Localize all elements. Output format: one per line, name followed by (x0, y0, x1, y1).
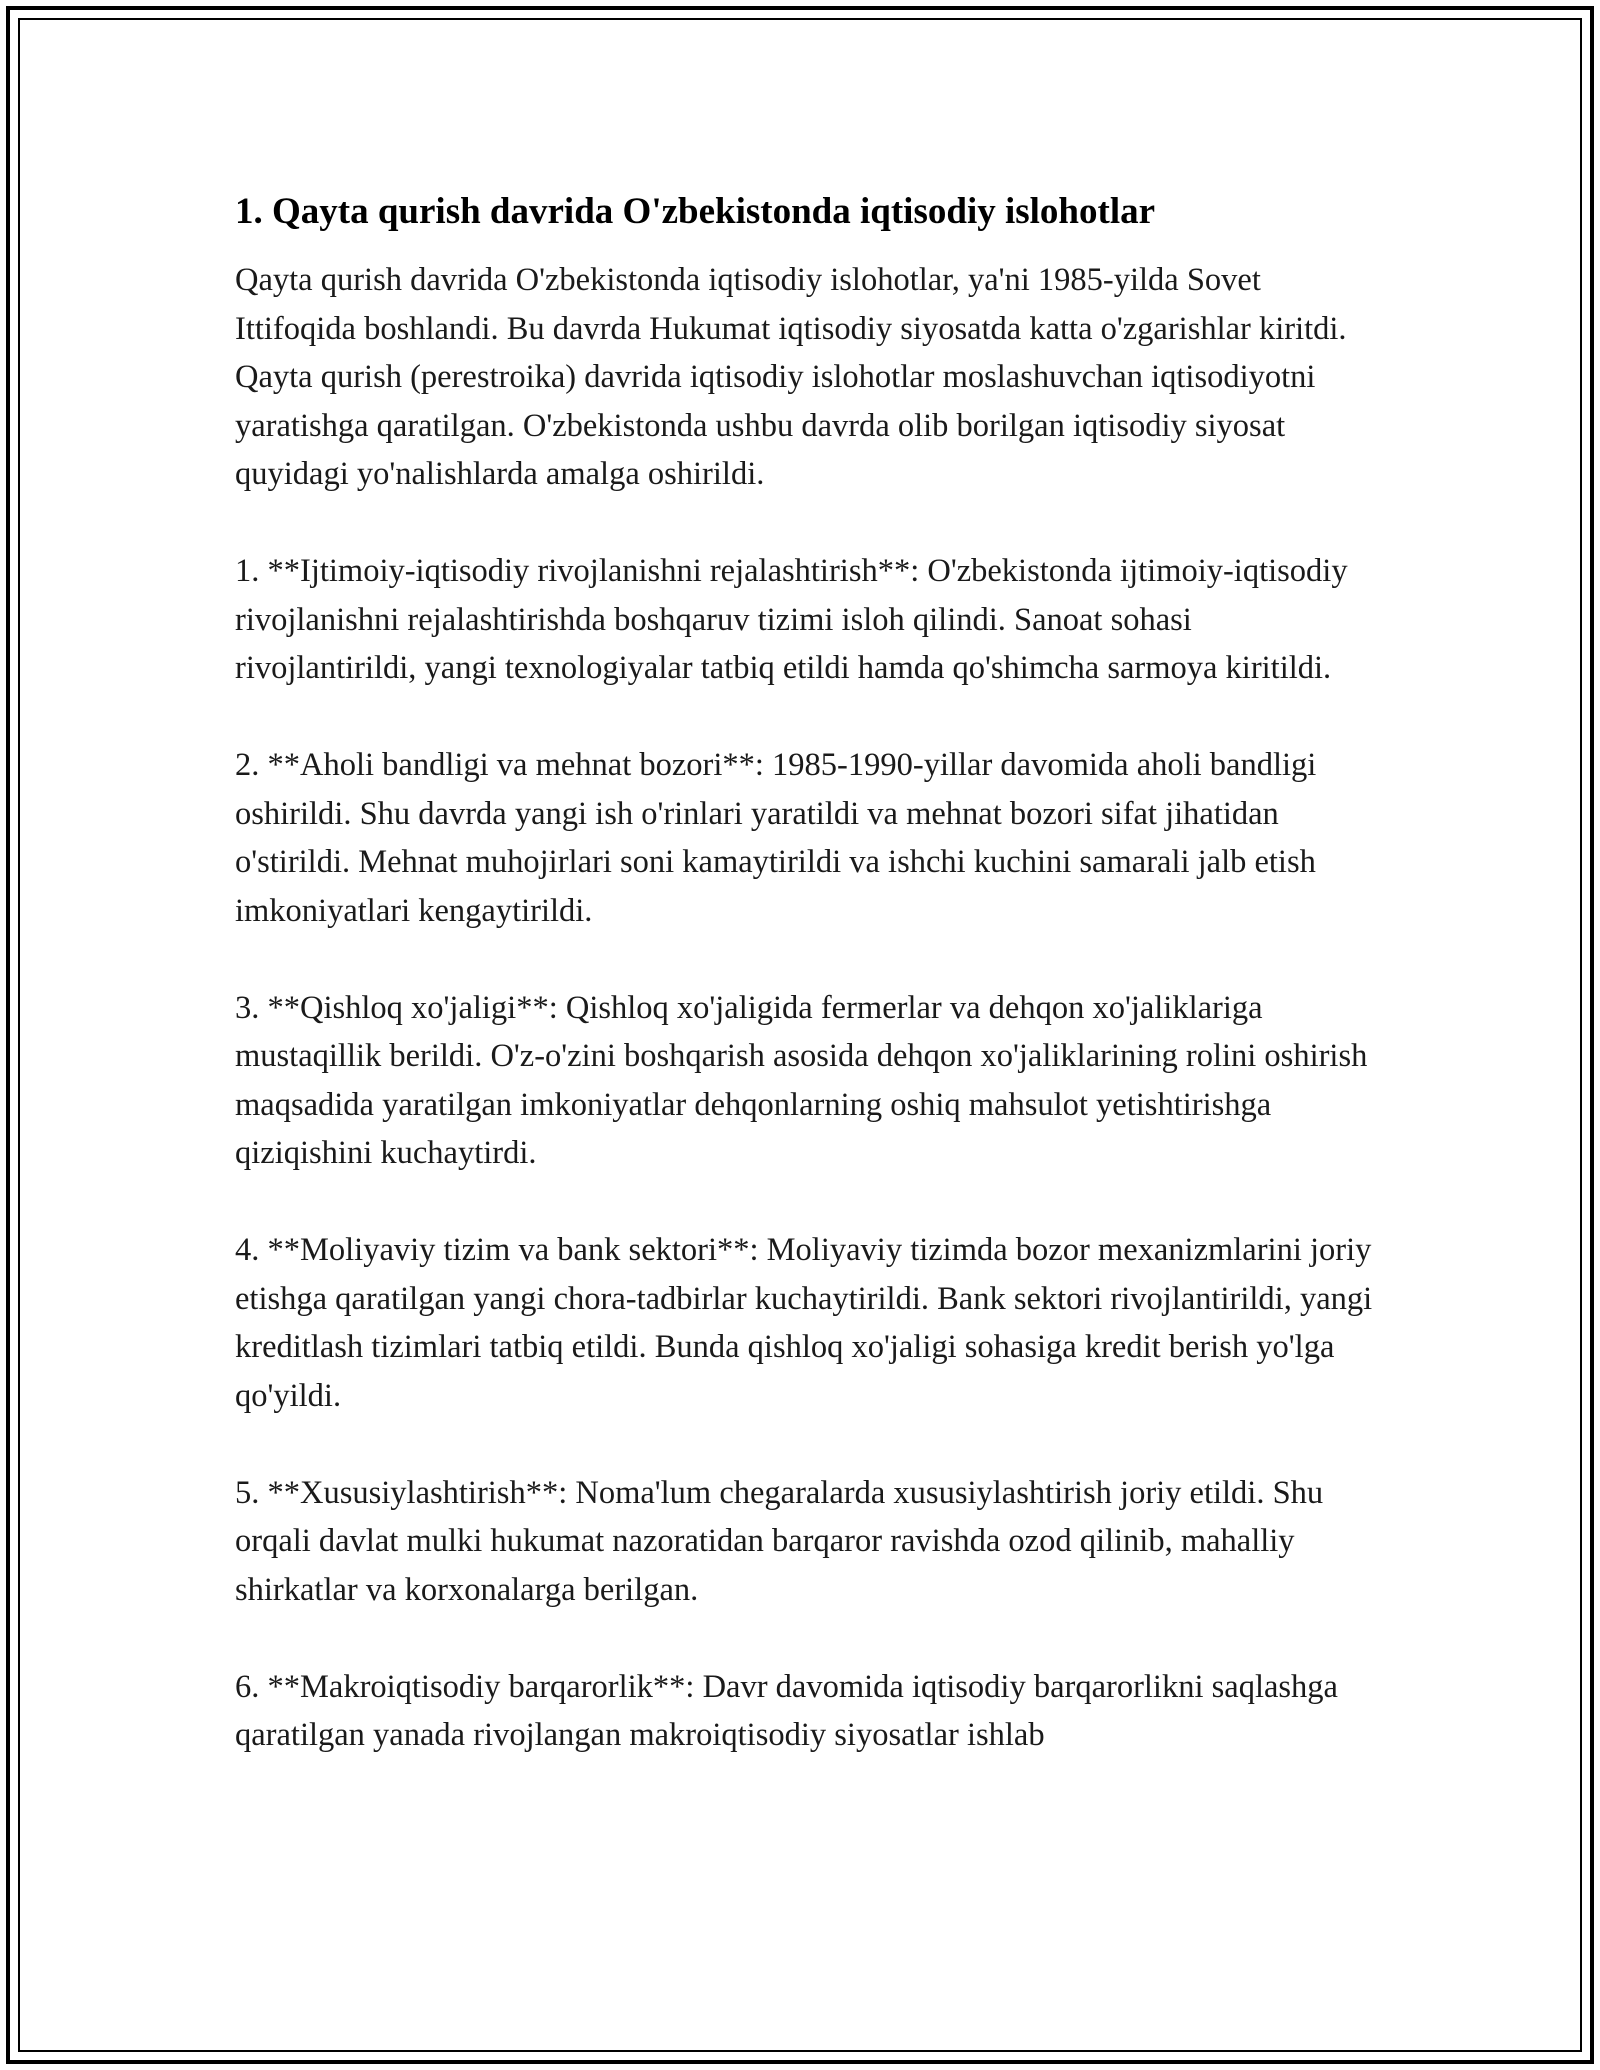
list-item-3-paragraph: 3. **Qishloq xo'jaligi**: Qishloq xo'jaligida fermerlar va dehqon xo'jaliklariga mustaqillik berildi. O'z-o'zini boshqarish asosida dehqon xo'jaliklarining rolini oshirish maqsadida yaratilgan imkoniyatlar dehqonlarning oshiq mahsulot yetishtirishga qiziqishini kuchaytirdi. (235, 989, 1368, 1171)
list-item-2-paragraph: 2. **Aholi bandligi va mehnat bozori**: 1985-1990-yillar davomida aholi bandligi oshirildi. Shu davrda yangi ish o'rinlari yaratildi va mehnat bozori sifat jihatidan o'stirildi. Mehnat muhojirlari soni kamaytirildi va ishchi kuchini samarali jalb etish imkoniyatlari kengaytirildi. (235, 747, 1317, 929)
intro-paragraph: Qayta qurish davrida O'zbekistonda iqtisodiy islohotlar, ya'ni 1985-yilda Sovet Ittifoqida boshlandi. Bu davrda Hukumat iqtisodiy siyosatda katta o'zgarishlar kiritdi. Qayta qurish (perestroika) davrida iqtisodiy islohotlar moslashuvchan iqtisodiyotni yaratishga qaratilgan. O'zbekistonda ushbu davrda olib borilgan iqtisodiy siyosat quyidagi yo'nalishlarda amalga oshirildi. (235, 262, 1347, 492)
document-body (235, 188, 1375, 1808)
document-title: 1. Qayta qurish davrida O'zbekistonda iqtisodiy islohotlar (235, 191, 1156, 232)
list-item-5-paragraph: 5. **Xususiylashtirish**: Noma'lum chegaralarda xususiylashtirish joriy etildi. Shu orqali davlat mulki hukumat nazoratidan barqaror ravishda ozod qilinib, mahalliy shirkatlar va korxonalarga berilgan. (235, 1474, 1324, 1608)
list-item-1-paragraph: 1. **Ijtimoiy-iqtisodiy rivojlanishni rejalashtirish**: O'zbekistonda ijtimoiy-iqtisodiy rivojlanishni rejalashtirishda boshqaruv tizimi isloh qilindi. Sanoat sohasi rivojlantirildi, yangi texnologiyalar tatbiq etildi hamda qo'shimcha sarmoya kiritildi. (235, 553, 1348, 686)
list-item-6-paragraph: 6. **Makroiqtisodiy barqarorlik**: Davr davomida iqtisodiy barqarorlikni saqlashga qaratilgan yanada rivojlangan makroiqtisodiy siyosatlar ishlab (235, 1668, 1338, 1753)
list-item-4-paragraph: 4. **Moliyaviy tizim va bank sektori**: Moliyaviy tizimda bozor mexanizmlarini joriy etishga qaratilgan yangi chora-tadbirlar kuchaytirildi. Bank sektori rivojlantirildi, yangi kreditlash tizimlari tatbiq etildi. Bunda qishloq xo'jaligi sohasiga kredit berish yo'lga qo'yildi. (235, 1232, 1373, 1414)
